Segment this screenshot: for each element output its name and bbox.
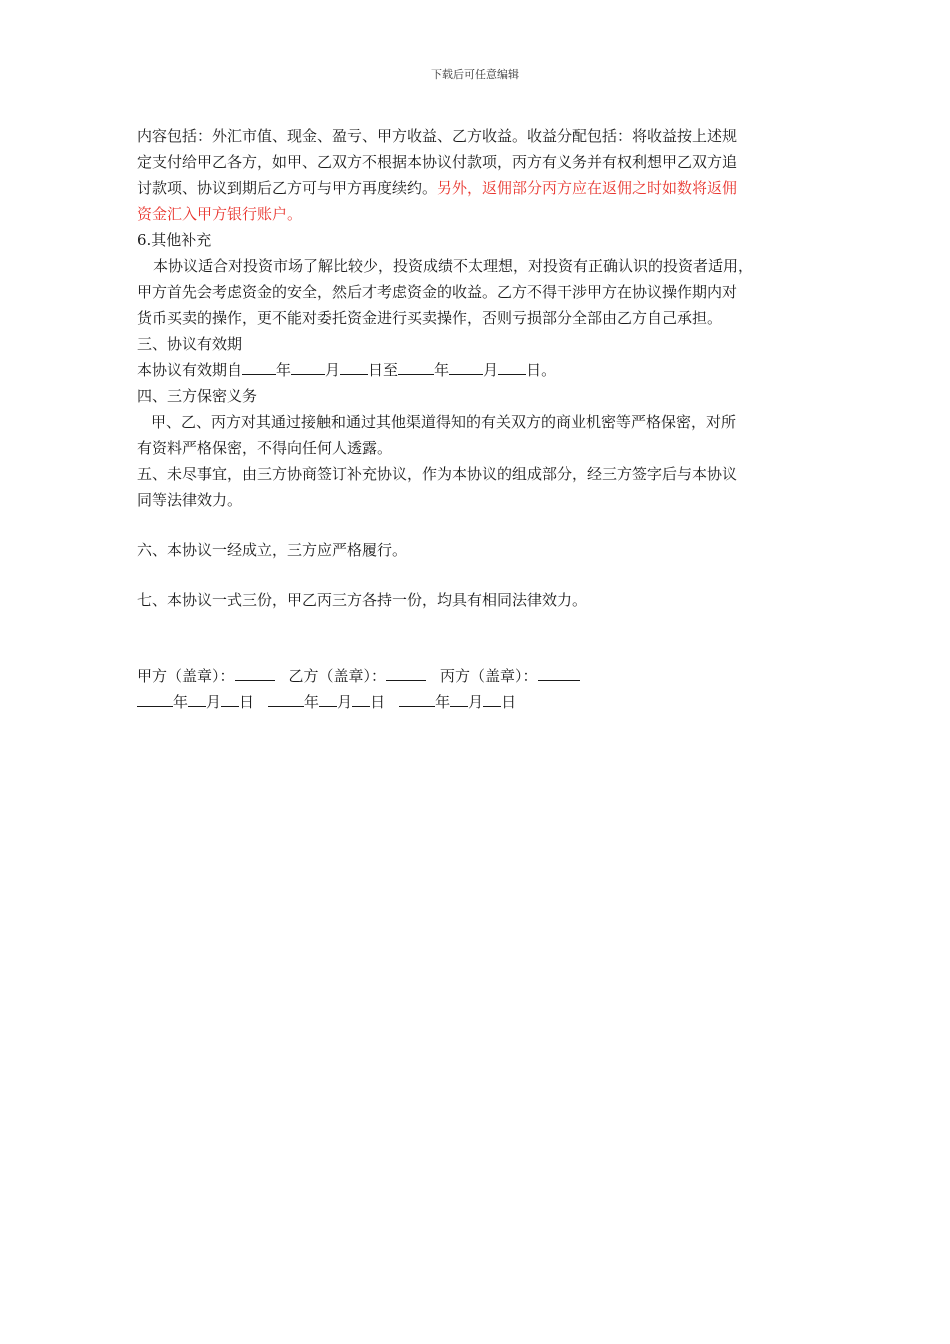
section-7-text: 七、本协议一式三份，甲乙丙三方各持一份，均具有相同法律效力。 bbox=[137, 591, 588, 609]
party-a-seal-blank[interactable] bbox=[235, 663, 275, 681]
party-a-label: 甲方（盖章）： bbox=[137, 667, 235, 685]
party-b-date bbox=[268, 689, 385, 715]
party-c-year-blank[interactable] bbox=[399, 689, 435, 707]
end-month-label: 月 bbox=[483, 361, 499, 379]
section-4-line-1: 甲、乙、丙方对其通过接触和通过其他渠道得知的有关双方的商业机密等严格保密，对所 bbox=[151, 413, 737, 431]
section-4-line-2: 有资料严格保密，不得向任何人透露。 bbox=[137, 439, 393, 457]
section-6-title: 6.其他补充 bbox=[137, 231, 212, 249]
start-year-label: 年 bbox=[276, 361, 292, 379]
party-a-signature bbox=[137, 663, 275, 689]
document-body bbox=[137, 123, 827, 715]
end-year-label: 年 bbox=[434, 361, 450, 379]
revenue-line-3 bbox=[137, 175, 827, 201]
revenue-line-1: 内容包括：外汇市值、现金、盈亏、甲方收益、乙方收益。收益分配包括：将收益按上述规 bbox=[137, 127, 738, 145]
start-year-blank[interactable] bbox=[242, 357, 276, 375]
section-6b-text: 六、本协议一经成立，三方应严格履行。 bbox=[137, 541, 408, 559]
start-month-label: 月 bbox=[325, 361, 341, 379]
end-year-blank[interactable] bbox=[398, 357, 434, 375]
party-c-day-label: 日 bbox=[501, 693, 517, 711]
party-c-seal-blank[interactable] bbox=[538, 663, 580, 681]
section-5-line-2: 同等法律效力。 bbox=[137, 491, 243, 509]
party-c-month-label: 月 bbox=[468, 693, 484, 711]
rebate-highlight-text: 另外，返佣部分丙方应在返佣之时如数将返佣 bbox=[437, 179, 738, 197]
section-6-line-3: 货币买卖的操作，更不能对委托资金进行买卖操作，否则亏损部分全部由乙方自己承担。 bbox=[137, 309, 723, 327]
start-day-blank[interactable] bbox=[340, 357, 368, 375]
validity-period-line bbox=[137, 357, 827, 383]
revenue-line-2: 定支付给甲乙各方，如甲、乙双方不根据本协议付款项，丙方有义务并有权利想甲乙双方追 bbox=[137, 153, 738, 171]
signature-dates-row bbox=[137, 689, 827, 715]
party-a-month-label: 月 bbox=[206, 693, 222, 711]
start-month-blank[interactable] bbox=[291, 357, 325, 375]
party-b-year-label: 年 bbox=[304, 693, 320, 711]
end-day-blank[interactable] bbox=[498, 357, 526, 375]
party-a-day-blank[interactable] bbox=[221, 689, 239, 707]
party-a-year-label: 年 bbox=[173, 693, 189, 711]
party-c-date bbox=[399, 689, 516, 715]
party-c-year-label: 年 bbox=[435, 693, 451, 711]
party-b-year-blank[interactable] bbox=[268, 689, 304, 707]
validity-prefix: 本协议有效期自 bbox=[137, 361, 243, 379]
page-header: 下载后可任意编辑 bbox=[431, 68, 519, 81]
party-c-label: 丙方（盖章）： bbox=[440, 667, 538, 685]
party-b-day-blank[interactable] bbox=[352, 689, 370, 707]
party-a-day-label: 日 bbox=[239, 693, 255, 711]
revenue-line-3-text: 讨款项、协议到期后乙方可与甲方再度续约。 bbox=[137, 179, 438, 197]
party-b-seal-blank[interactable] bbox=[386, 663, 426, 681]
end-day-label: 日。 bbox=[526, 361, 557, 379]
section-5-line-1: 五、未尽事宜，由三方协商签订补充协议，作为本协议的组成部分，经三方签字后与本协议 bbox=[137, 465, 738, 483]
party-c-signature bbox=[440, 663, 580, 689]
party-b-month-blank[interactable] bbox=[319, 689, 337, 707]
party-b-signature bbox=[289, 663, 427, 689]
section-4-title: 四、三方保密义务 bbox=[137, 387, 258, 405]
section-6-line-2: 甲方首先会考虑资金的安全，然后才考虑资金的收益。乙方不得干涉甲方在协议操作期内对 bbox=[137, 283, 738, 301]
party-b-day-label: 日 bbox=[370, 693, 386, 711]
rebate-highlight-line-2: 资金汇入甲方银行账户。 bbox=[137, 205, 303, 223]
section-6-line-1: 本协议适合对投资市场了解比较少，投资成绩不太理想，对投资有正确认识的投资者适用， bbox=[153, 257, 754, 275]
party-a-month-blank[interactable] bbox=[188, 689, 206, 707]
section-3-title: 三、协议有效期 bbox=[137, 335, 243, 353]
party-b-label: 乙方（盖章）： bbox=[288, 667, 387, 685]
party-a-year-blank[interactable] bbox=[137, 689, 173, 707]
signature-parties-row bbox=[137, 663, 827, 689]
start-day-to-label: 日至 bbox=[368, 361, 399, 379]
party-c-day-blank[interactable] bbox=[483, 689, 501, 707]
party-c-month-blank[interactable] bbox=[450, 689, 468, 707]
party-a-date bbox=[137, 689, 254, 715]
end-month-blank[interactable] bbox=[449, 357, 483, 375]
party-b-month-label: 月 bbox=[337, 693, 353, 711]
